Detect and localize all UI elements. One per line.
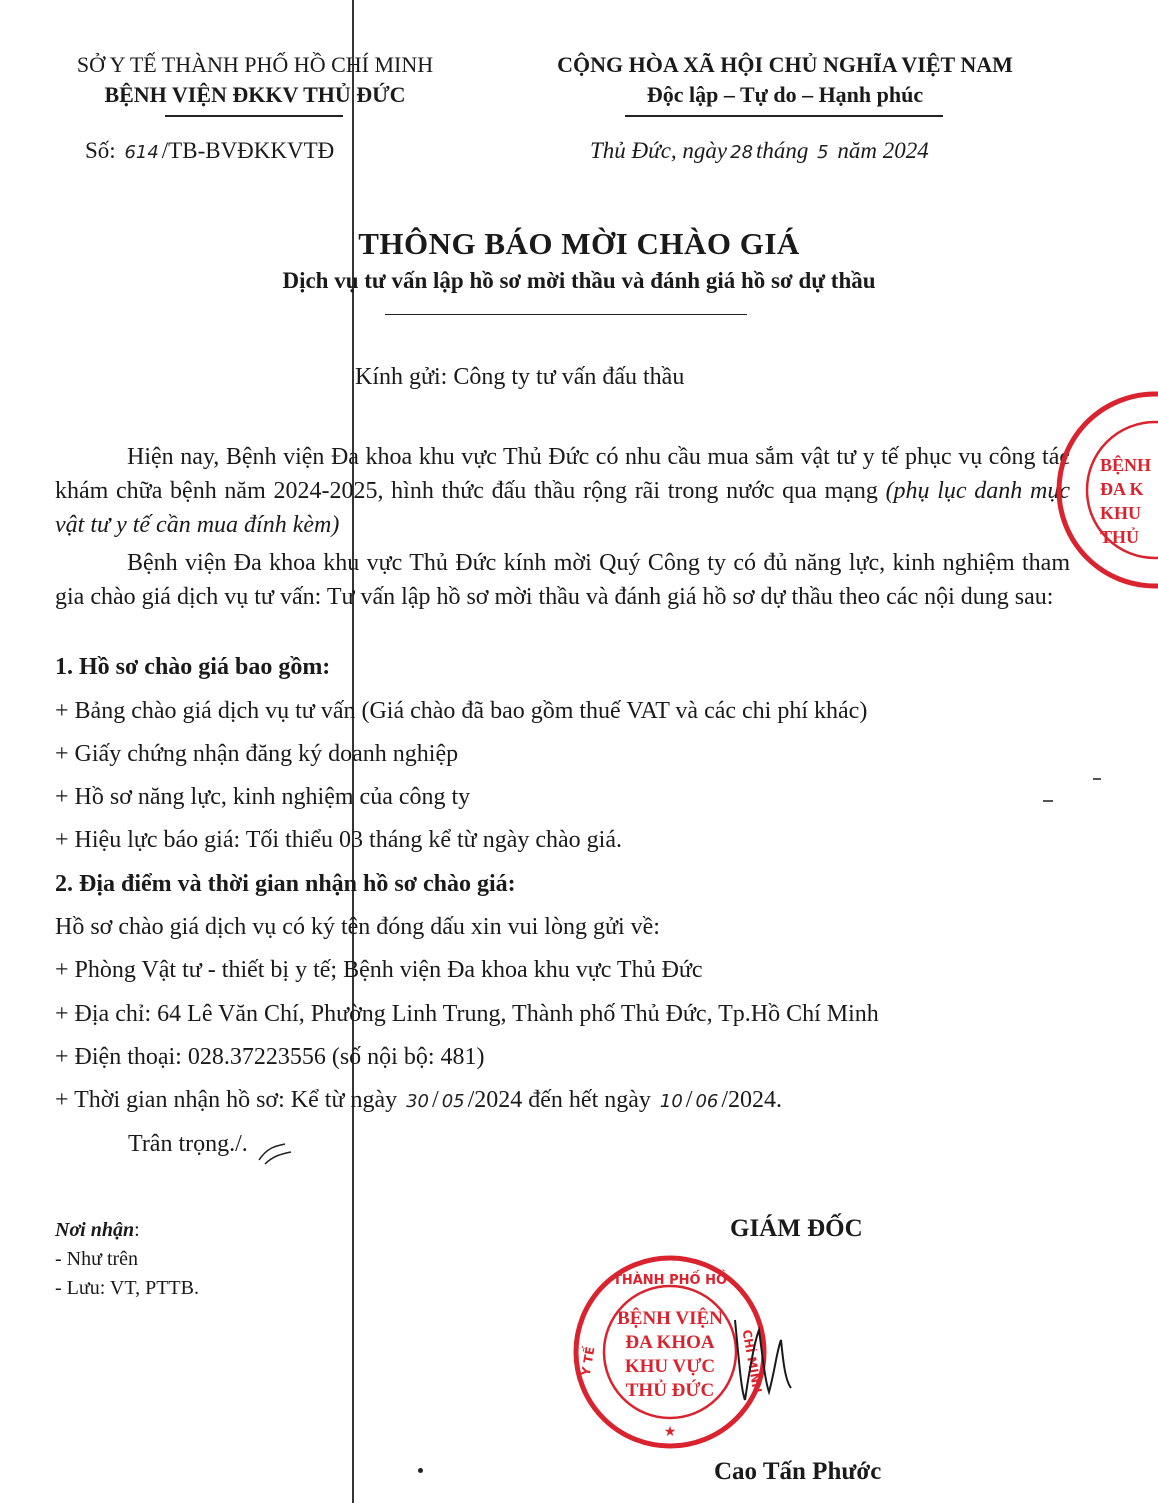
recipients-label: Nơi nhận bbox=[55, 1219, 135, 1241]
seal-line-3: KHU VỰC bbox=[624, 1356, 716, 1377]
number-handwritten: 614 bbox=[124, 142, 159, 163]
section-1-item: + Hiệu lực báo giá: Tối thiểu 03 tháng kể từ ngày chào giá. bbox=[55, 827, 622, 853]
section-2-item: + Điện thoại: 028.37223556 (số nội bộ: 481) bbox=[55, 1044, 485, 1070]
seal-ring-top: THÀNH PHỐ HỒ bbox=[612, 1273, 728, 1288]
recipients-item: - Lưu: VT, PTTB. bbox=[55, 1277, 199, 1299]
scan-speck bbox=[1093, 778, 1101, 780]
paragraph-intro bbox=[55, 440, 1070, 542]
document-number bbox=[85, 138, 334, 164]
page-edge-seal bbox=[1050, 385, 1158, 595]
paragraph-invitation-text: Bệnh viện Đa khoa khu vực Thủ Đức kính mời Quý Công ty có đủ năng lực, kinh nghiệm tham gia chào giá dịch vụ tư vấn: Tư vấn lập hồ sơ mời thầu và đánh giá hồ sơ dự thầu theo các nội dung sau: bbox=[55, 550, 1070, 610]
from-year: /2024 đến hết ngày bbox=[467, 1087, 651, 1113]
edge-seal-line-1: BỆNH bbox=[1100, 455, 1152, 475]
page-subtitle: Dịch vụ tư vấn lập hồ sơ mời thầu và đánh giá hồ sơ dự thầu bbox=[282, 268, 876, 293]
seal-line-4: THỦ ĐỨC bbox=[625, 1380, 715, 1401]
signatory-title: GIÁM ĐỐC bbox=[730, 1215, 863, 1242]
section-2-heading: 2. Địa điểm và thời gian nhận hồ sơ chào giá: bbox=[55, 871, 516, 897]
to-month: 06 bbox=[695, 1091, 719, 1112]
seal-star-icon: ★ bbox=[663, 1424, 677, 1440]
nation-name: CỘNG HÒA XÃ HỘI CHỦ NGHĨA VIỆT NAM bbox=[557, 52, 1013, 77]
edge-seal-line-2: ĐA K bbox=[1100, 479, 1144, 499]
national-heading bbox=[505, 50, 1065, 110]
recipients-item: - Như trên bbox=[55, 1248, 139, 1270]
seal-ring-left: Y TẾ bbox=[578, 1345, 598, 1377]
recipients-block: Nơi nhận: - Như trên - Lưu: VT, PTTB. bbox=[55, 1216, 199, 1303]
title-divider bbox=[385, 314, 747, 315]
initials-mark bbox=[255, 1138, 295, 1168]
section-1-item: + Bảng chào giá dịch vụ tư vấn (Giá chào đã bao gồm thuế VAT và các chi phí khác) bbox=[55, 698, 868, 724]
document-date bbox=[590, 138, 929, 164]
motto-underline bbox=[625, 115, 943, 117]
org-underline bbox=[165, 115, 343, 117]
section-1-heading: 1. Hồ sơ chào giá bao gồm: bbox=[55, 654, 331, 680]
receiving-period: + Thời gian nhận hồ sơ: Kể từ ngày 30 / 05 /2024 đến hết ngày 10 / 06 /2024. bbox=[55, 1087, 783, 1113]
to-year: /2024. bbox=[721, 1087, 783, 1113]
paragraph-intro-note: (phụ lục danh mục vật tư y tế cần mua đính kèm) bbox=[55, 478, 1071, 538]
closing-regards: Trân trọng./. bbox=[128, 1131, 248, 1157]
date-place: Thủ Đức, ngày bbox=[590, 138, 728, 163]
section-2-intro: Hồ sơ chào giá dịch vụ có ký tên đóng dấu xin vui lòng gửi về: bbox=[55, 914, 660, 940]
date-day: 28 bbox=[730, 142, 754, 163]
recipient-line: Kính gửi: Công ty tư vấn đấu thầu bbox=[355, 364, 685, 390]
section-1-item: + Hồ sơ năng lực, kinh nghiệm của công ty bbox=[55, 784, 471, 810]
receiving-period-label: + Thời gian nhận hồ sơ: Kể từ ngày bbox=[55, 1087, 398, 1113]
org-parent: SỞ Y TẾ THÀNH PHỐ HỒ CHÍ MINH bbox=[76, 52, 434, 77]
paragraph-intro-text: Hiện nay, Bệnh viện Đa khoa khu vực Thủ Đức có nhu cầu mua sắm vật tư y tế phục vụ công tác khám chữa bệnh năm 2024-2025, hình thức đấu thầu rộng rãi trong nước qua mạng bbox=[55, 444, 1070, 504]
org-name: BỆNH VIỆN ĐKKV THỦ ĐỨC bbox=[104, 82, 406, 107]
scan-speck bbox=[418, 1468, 423, 1473]
from-day: 30 bbox=[406, 1091, 430, 1112]
nation-motto: Độc lập – Tự do – Hạnh phúc bbox=[646, 82, 924, 107]
edge-seal-line-3: KHU bbox=[1100, 503, 1142, 523]
seal-line-2: ĐA KHOA bbox=[625, 1332, 715, 1353]
to-day: 10 bbox=[659, 1091, 683, 1112]
date-year: năm 2024 bbox=[837, 138, 929, 163]
date-month: 5 bbox=[817, 142, 829, 163]
signatory-name: Cao Tấn Phước bbox=[714, 1458, 882, 1485]
handwritten-signature bbox=[725, 1300, 795, 1410]
paragraph-invitation bbox=[55, 546, 1070, 614]
number-prefix: Số: bbox=[85, 138, 116, 163]
from-month: 05 bbox=[441, 1091, 465, 1112]
seal-ring-right: CHÍ MINH bbox=[739, 1328, 765, 1395]
section-2-item: + Địa chỉ: 64 Lê Văn Chí, Phường Linh Trung, Thành phố Thủ Đức, Tp.Hồ Chí Minh bbox=[55, 1001, 879, 1027]
edge-seal-line-4: THỦ bbox=[1100, 527, 1140, 547]
page-title: THÔNG BÁO MỜI CHÀO GIÁ bbox=[358, 226, 800, 261]
date-month-label: tháng bbox=[756, 138, 809, 163]
section-2-item: + Phòng Vật tư - thiết bị y tế; Bệnh viện Đa khoa khu vực Thủ Đức bbox=[55, 957, 703, 983]
number-suffix: /TB-BVĐKKVTĐ bbox=[161, 138, 335, 163]
scan-speck bbox=[1043, 800, 1053, 802]
section-1-item: + Giấy chứng nhận đăng ký doanh nghiệp bbox=[55, 741, 459, 767]
seal-line-1: BỆNH VIỆN bbox=[617, 1308, 723, 1329]
issuing-organization bbox=[40, 50, 470, 110]
